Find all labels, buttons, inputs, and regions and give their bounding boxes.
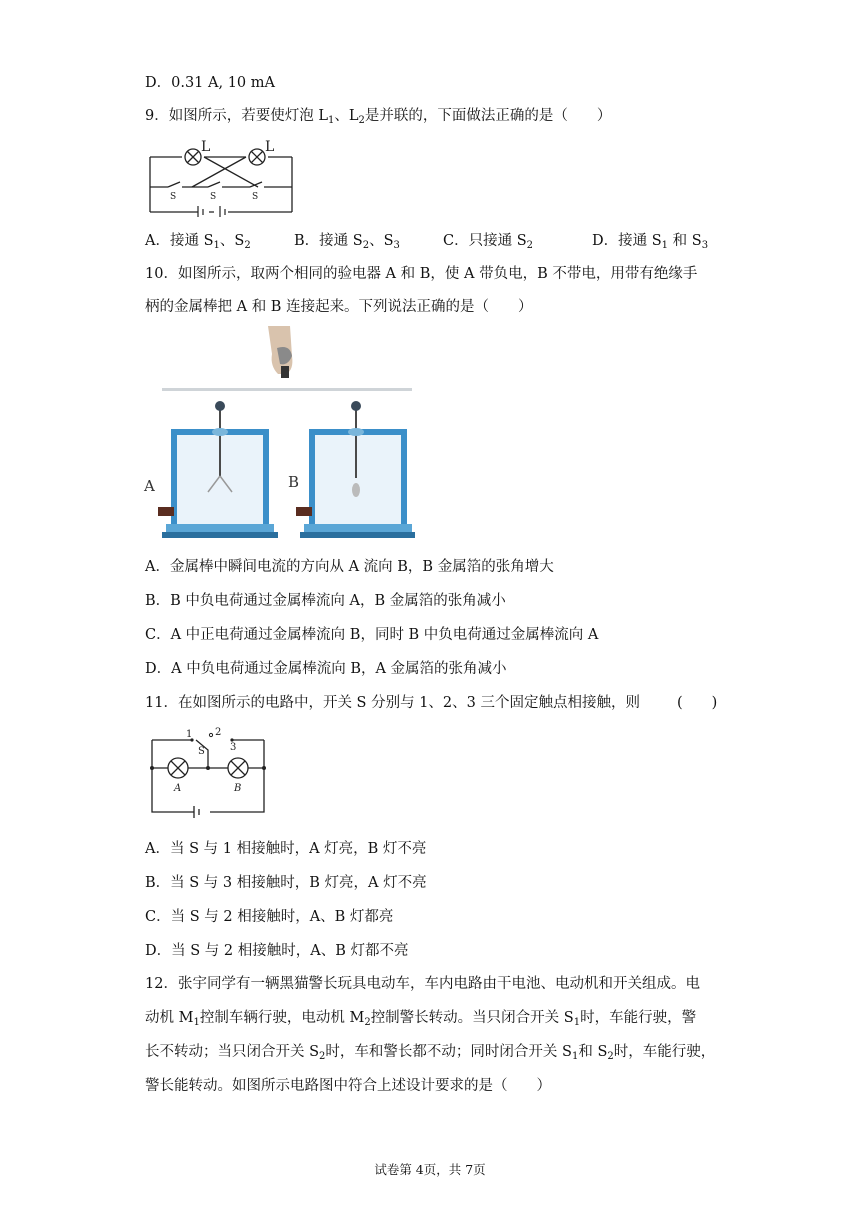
- q12-stem-line1: 12．张宇同学有一辆黑猫警长玩具电动车，车内电路由干电池、电动机和开关组成。电: [145, 976, 700, 992]
- q11-fig-contact2: 2: [215, 727, 222, 738]
- q11-stem: 11．在如图所示的电路中，开关 S 分别与 1、2、3 三个固定触点相接触，则: [145, 695, 640, 711]
- q9-stem: 9．如图所示，若要使灯泡 $L_1$、$L_2$是并联的，下面做法正确的是（ ）: [145, 108, 612, 126]
- q10-stem-line1: 10．如图所示，取两个相同的验电器 A 和 B，使 A 带负电，B 不带电，用带有绝缘手: [145, 266, 698, 282]
- q11-option-b: B．当 S 与 3 相接触时，B 灯亮，A 灯不亮: [145, 875, 427, 891]
- q12-stem-line4: 警长能转动。如图所示电路图中符合上述设计要求的是（ ）: [145, 1078, 551, 1094]
- q11-option-c: C．当 S 与 2 相接触时，A、B 灯都亮: [145, 909, 394, 925]
- q9-fig-switch2-label: S: [210, 192, 217, 202]
- q11-fig-contact3: 3: [230, 742, 237, 753]
- q10-electroscope-figure: [140, 326, 415, 544]
- q12-stem-line3: 长不转动；当只闭合开关 $S_2$时，车和警长都不动；同时闭合开关 $S_1$和 $S_2$时，车能行驶，: [145, 1044, 716, 1062]
- q10-option-b: B．B 中负电荷通过金属棒流向 A，B 金属箔的张角减小: [145, 593, 506, 609]
- q9-fig-switch3-label: S: [252, 192, 259, 202]
- q11-fig-switch-label: S: [198, 746, 205, 757]
- q11-answer-paren: ( ): [677, 695, 718, 711]
- q9-circuit-diagram: [146, 137, 296, 217]
- q9-fig-switch1-label: S: [170, 192, 177, 202]
- q11-option-d: D．当 S 与 2 相接触时，A、B 灯都不亮: [145, 943, 409, 959]
- q9-option-c: C．只接通 $S_2$: [443, 233, 534, 251]
- q9-fig-lamp2-label: L: [265, 139, 275, 155]
- q9-option-d: D．接通 $S_1$ 和 $S_3$: [592, 233, 709, 251]
- q10-option-a: A．金属棒中瞬间电流的方向从 A 流向 B，B 金属箔的张角增大: [145, 559, 554, 575]
- q9-option-a: A．接通 $S_1$、$S_2$: [145, 233, 251, 251]
- page-footer: 试卷第 4页，共 7页: [374, 1162, 486, 1177]
- q12-stem-line2: 动机 $M_1$控制车辆行驶，电动机 $M_2$控制警长转动。当只闭合开关 $S_1$时，车能行驶，警: [145, 1010, 697, 1028]
- q10-fig-label-a: A: [144, 477, 155, 495]
- q10-stem-line2: 柄的金属棒把 A 和 B 连接起来。下列说法正确的是（ ）: [145, 299, 533, 315]
- q10-option-d: D．A 中负电荷通过金属棒流向 B，A 金属箔的张角减小: [145, 661, 507, 677]
- q9-fig-lamp1-label: L: [201, 139, 211, 155]
- q11-fig-lamp-a-label: A: [174, 783, 182, 794]
- q11-circuit-diagram: [148, 726, 266, 818]
- q8-option-d: D．0.31 A, 10 mA: [145, 75, 275, 91]
- q10-option-c: C．A 中正电荷通过金属棒流向 B，同时 B 中负电荷通过金属棒流向 A: [145, 627, 599, 643]
- q10-fig-label-b: B: [288, 473, 300, 491]
- q11-fig-lamp-b-label: B: [234, 783, 242, 794]
- q11-fig-contact1: 1: [186, 729, 193, 740]
- q9-option-b: B．接通 $S_2$、$S_3$: [294, 233, 400, 251]
- q11-option-a: A．当 S 与 1 相接触时，A 灯亮，B 灯不亮: [145, 841, 427, 857]
